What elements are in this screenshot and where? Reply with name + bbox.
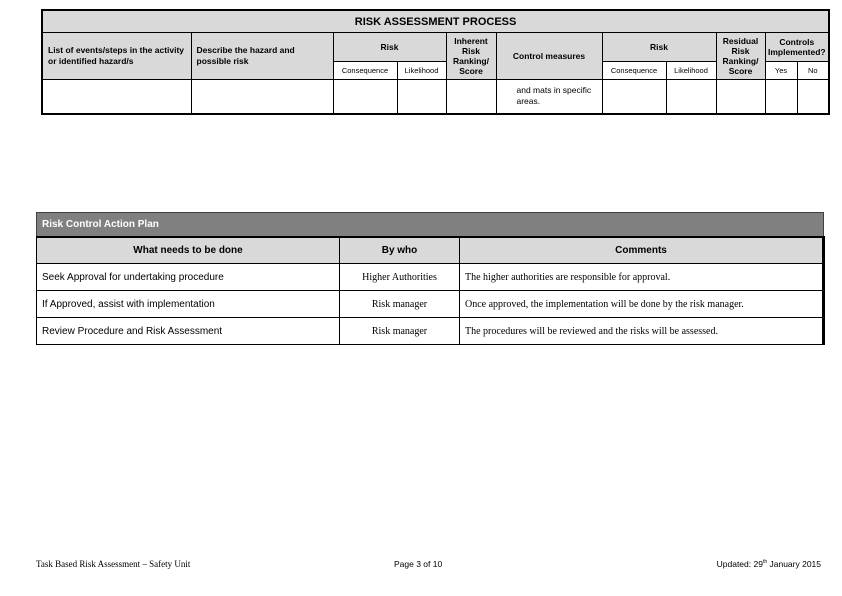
cell-likelihood-residual[interactable]	[666, 80, 716, 115]
cell-what[interactable]: If Approved, assist with implementation	[37, 291, 340, 318]
cell-what[interactable]: Seek Approval for undertaking procedure	[37, 264, 340, 291]
risk-assessment-title: RISK ASSESSMENT PROCESS	[42, 10, 829, 33]
cell-who[interactable]: Risk manager	[340, 318, 460, 345]
cell-who[interactable]: Higher Authorities	[340, 264, 460, 291]
subheader-consequence: Consequence	[333, 62, 397, 80]
cell-hazard[interactable]	[191, 80, 333, 115]
cell-residual[interactable]	[716, 80, 765, 115]
header-controls-implemented: Controls Implemented?	[765, 33, 829, 62]
subheader-likelihood-residual: Likelihood	[666, 62, 716, 80]
footer-updated-suffix-sup: th	[762, 559, 768, 566]
cell-comments[interactable]: The higher authorities are responsible for approval.	[460, 264, 824, 291]
cell-yes[interactable]	[765, 80, 797, 115]
action-plan-title: Risk Control Action Plan	[37, 213, 824, 238]
subheader-likelihood: Likelihood	[397, 62, 446, 80]
footer-updated-date	[717, 559, 821, 569]
header-risk: Risk	[333, 33, 446, 62]
footer-document-title: Task Based Risk Assessment – Safety Unit	[36, 559, 191, 569]
subheader-no: No	[797, 62, 829, 80]
action-plan-table	[36, 212, 825, 345]
header-hazard: Describe the hazard and possible risk	[191, 33, 333, 80]
table-row	[37, 291, 824, 318]
table-row	[37, 318, 824, 345]
cell-comments[interactable]: Once approved, the implementation will be done by the risk manager.	[460, 291, 824, 318]
cell-events[interactable]	[42, 80, 191, 115]
header-who: By who	[340, 237, 460, 264]
cell-likelihood[interactable]	[397, 80, 446, 115]
header-events: List of events/steps in the activity or identified hazard/s	[42, 33, 191, 80]
cell-who[interactable]: Risk manager	[340, 291, 460, 318]
cell-what[interactable]: Review Procedure and Risk Assessment	[37, 318, 340, 345]
table-row	[42, 80, 829, 115]
header-risk-residual: Risk	[602, 33, 716, 62]
footer-page-number: Page 3 of 10	[394, 559, 443, 569]
subheader-yes: Yes	[765, 62, 797, 80]
cell-no[interactable]	[797, 80, 829, 115]
risk-assessment-table	[41, 9, 830, 115]
cell-comments[interactable]: The procedures will be reviewed and the risks will be assessed.	[460, 318, 824, 345]
table-row	[37, 264, 824, 291]
header-control-measures: Control measures	[496, 33, 602, 80]
footer-updated-prefix: Updated: 29	[716, 559, 763, 569]
cell-consequence[interactable]	[333, 80, 397, 115]
header-inherent-risk: Inherent Risk Ranking/ Score	[446, 33, 496, 80]
header-what: What needs to be done	[37, 237, 340, 264]
subheader-consequence-residual: Consequence	[602, 62, 666, 80]
cell-consequence-residual[interactable]	[602, 80, 666, 115]
header-residual-risk: Residual Risk Ranking/ Score	[716, 33, 765, 80]
cell-control-measures[interactable]: and mats in specific areas.	[496, 80, 602, 115]
footer-updated-month-year: January 2015	[767, 559, 821, 569]
cell-inherent[interactable]	[446, 80, 496, 115]
header-comments: Comments	[460, 237, 824, 264]
